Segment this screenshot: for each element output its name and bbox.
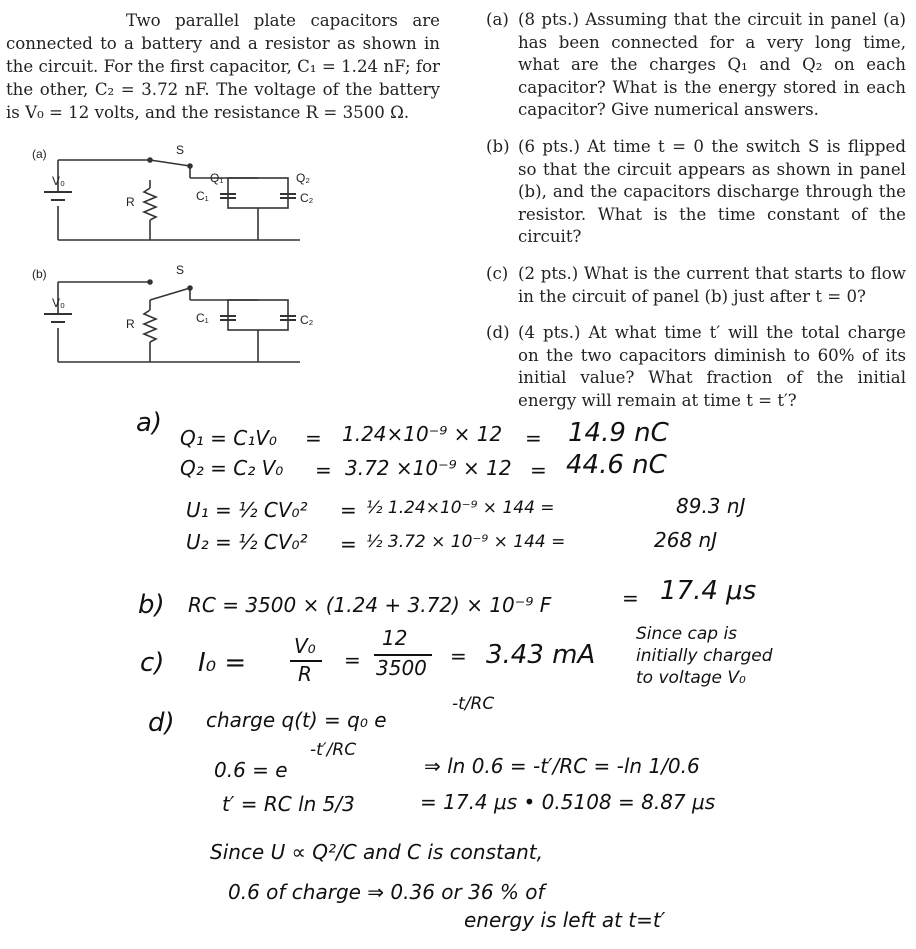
- a-line-3-result: 89.3 nJ: [676, 494, 746, 518]
- problem-intro: Two parallel plate capacitors are connected to a battery and a resistor as shown in the circuit. For the first capacitor, C₁ = 1.24 nF; for the other, C₂ = 3.72 nF. The voltage of the battery is V₀ = 12 volts, and the resistance R = 3500 Ω.: [6, 11, 440, 122]
- d-line-5: 0.6 of charge ⇒ 0.36 or 36 % of: [228, 880, 545, 904]
- switch-label: S: [176, 263, 185, 277]
- a-line-4-lhs: U₂ = ½ CV₀²: [186, 530, 308, 554]
- panel-label: (b): [32, 267, 47, 281]
- a-line-2-eq: =: [315, 458, 332, 482]
- a-line-2-result: 44.6 nC: [566, 450, 667, 480]
- a-line-3-mid: ½ 1.24×10⁻⁹ × 144 =: [366, 498, 555, 518]
- c-note-1: Since cap is: [636, 624, 738, 644]
- part-a-label: a): [136, 408, 163, 438]
- question-d: [486, 322, 906, 412]
- b-result: 17.4 μs: [660, 576, 757, 606]
- q1-label: Q₁: [210, 171, 224, 185]
- d-line-6: energy is left at t=t′: [464, 908, 666, 932]
- d-line-2: 0.6 = e: [214, 758, 288, 782]
- cap2-label: C₂: [300, 313, 314, 327]
- q2-label: Q₂: [296, 171, 310, 185]
- question-a: [486, 9, 906, 122]
- question-text: (2 pts.) What is the current that starts to flow in the circuit of panel (b) just after t = 0?: [518, 263, 906, 306]
- a-line-2-mid: 3.72 ×10⁻⁹ × 12: [345, 456, 512, 480]
- a-line-1-eq: =: [305, 426, 322, 450]
- a-line-4-eq: =: [340, 532, 357, 556]
- c-note-3: to voltage V₀: [636, 668, 746, 688]
- question-label: (b): [486, 136, 510, 156]
- a-line-1-result: 14.9 nC: [568, 418, 669, 448]
- questions: [486, 9, 906, 427]
- d-line-2b: ⇒ ln 0.6 = -t′/RC = -ln 1/0.6: [424, 754, 700, 778]
- a-line-3-eq: =: [340, 498, 357, 522]
- resistor-label: R: [126, 317, 135, 331]
- cap1-label: C₁: [196, 311, 209, 325]
- a-line-1-mid: 1.24×10⁻⁹ × 12: [342, 422, 503, 446]
- d-line-3: t′ = RC ln 5/3: [222, 792, 355, 816]
- b-eq: =: [622, 586, 639, 610]
- question-label: (d): [486, 323, 510, 343]
- b-line: RC = 3500 × (1.24 + 3.72) × 10⁻⁹ F: [188, 593, 552, 617]
- c-frac1-den: R: [298, 662, 312, 686]
- question-c: [486, 263, 906, 308]
- question-label: (a): [486, 10, 509, 29]
- cap2-label: C₂: [300, 191, 314, 205]
- question-text: (4 pts.) At what time t′ will the total charge on the two capacitors diminish to 60% of its initial value? What fraction of the initial energy will remain at time t = t′?: [518, 323, 906, 410]
- a-line-2-lhs: Q₂ = C₂ V₀: [180, 456, 284, 480]
- switch-label: S: [176, 143, 185, 157]
- question-text: (6 pts.) At time t = 0 the switch S is flipped so that the circuit appears as shown in panel (b), and the capacitors discharge through the resistor. What is the time constant of the circuit?: [518, 136, 906, 247]
- circuit-a: [0, 140, 360, 254]
- part-d-label: d): [148, 708, 175, 738]
- panel-label: (a): [32, 147, 47, 161]
- a-line-2-eq2: =: [530, 458, 547, 482]
- c-lhs: I₀ =: [198, 648, 247, 678]
- d-line-2-exponent: -t′/RC: [310, 740, 357, 760]
- part-b-label: b): [138, 590, 165, 620]
- cap1-label: C₁: [196, 189, 209, 203]
- c-eq: =: [344, 648, 361, 672]
- a-line-4-result: 268 nJ: [654, 528, 718, 552]
- circuit-b: [0, 262, 360, 376]
- resistor-label: R: [126, 195, 135, 209]
- c-frac2-num: 12: [382, 626, 408, 650]
- question-label: (c): [486, 263, 509, 283]
- battery-label: V₀: [52, 296, 65, 310]
- question-b: [486, 136, 906, 249]
- d-line-4: Since U ∝ Q²/C and C is constant,: [210, 840, 543, 864]
- a-line-3-lhs: U₁ = ½ CV₀²: [186, 498, 308, 522]
- question-text: (8 pts.) Assuming that the circuit in panel (a) has been connected for a very long time, what are the charges Q₁ and Q₂ on each capacitor? What is the energy stored in each capacitor? Give numerical answers.: [518, 10, 906, 120]
- d-line-1-exponent: -t/RC: [452, 694, 495, 714]
- battery-label: V₀: [52, 174, 65, 188]
- part-c-label: c): [140, 648, 165, 678]
- a-line-1-eq2: =: [525, 426, 542, 450]
- c-frac1-num: V₀: [294, 634, 316, 658]
- c-note-2: initially charged: [636, 646, 773, 666]
- a-line-1-lhs: Q₁ = C₁V₀: [180, 426, 277, 450]
- d-line-1: charge q(t) = q₀ e: [206, 708, 387, 732]
- c-frac2-den: 3500: [376, 656, 427, 680]
- d-line-3b: = 17.4 μs • 0.5108 = 8.87 μs: [420, 790, 716, 814]
- a-line-4-mid: ½ 3.72 × 10⁻⁹ × 144 =: [366, 532, 566, 552]
- c-result: 3.43 mA: [486, 640, 596, 670]
- c-eq2: =: [450, 644, 467, 668]
